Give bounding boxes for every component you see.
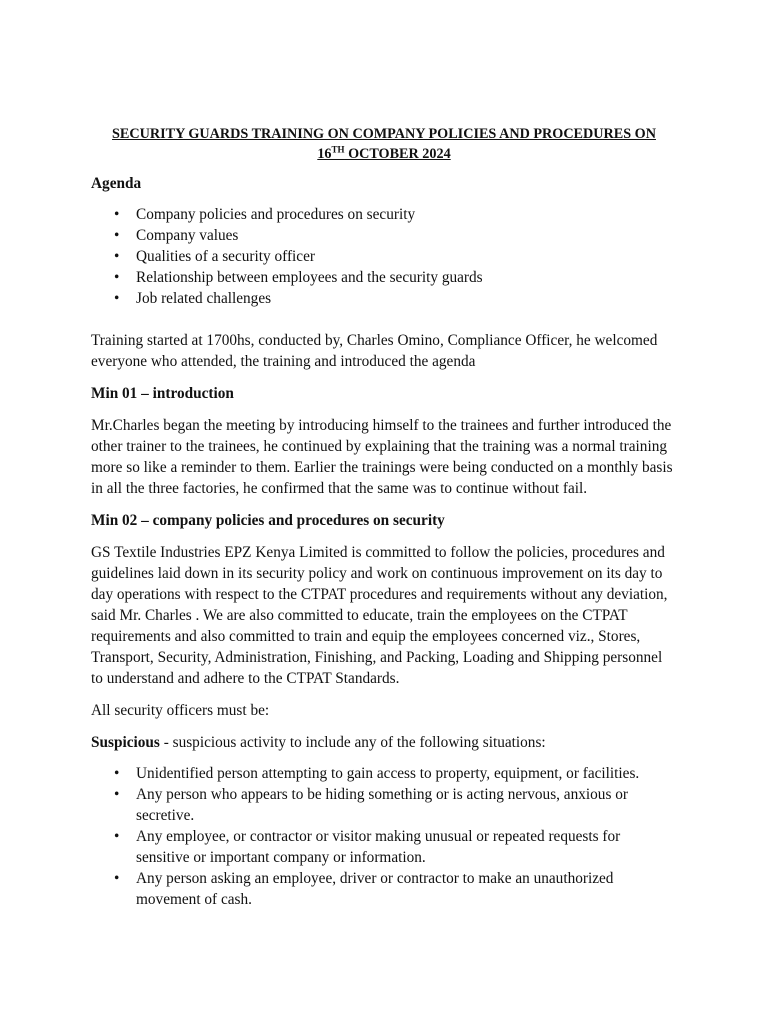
suspicious-paragraph xyxy=(91,732,677,753)
title-date-rest: OCTOBER 2024 xyxy=(344,146,451,162)
suspicious-text: - suspicious activity to include any of the following situations: xyxy=(159,734,546,751)
list-item: • Job related challenges xyxy=(136,288,677,309)
min02-heading: Min 02 – company policies and procedures on security xyxy=(91,512,445,529)
list-item: • Any person who appears to be hiding something or is acting nervous, anxious or secretive. xyxy=(136,784,677,826)
list-item: • Qualities of a security officer xyxy=(136,246,677,267)
list-item: • Unidentified person attempting to gain access to property, equipment, or facilities. xyxy=(136,763,677,784)
list-item: • Any employee, or contractor or visitor making unusual or repeated requests for sensitive or important company or information. xyxy=(136,826,677,868)
agenda-list xyxy=(91,204,677,309)
suspicious-label: Suspicious xyxy=(91,734,160,751)
list-item: • Any person asking an employee, driver or contractor to make an unauthorized movement of cash. xyxy=(136,868,677,910)
officers-line: All security officers must be: xyxy=(91,702,270,719)
min02-paragraph: GS Textile Industries EPZ Kenya Limited is committed to follow the policies, procedures and guidelines laid down in its security policy and work on continuous improvement on its day to day operations with respect to the CTPAT procedures and requirements without any deviation, said Mr. Charles . We are also committed to educate, train the employees on the CTPAT requirements and also committed to train and equip the employees concerned viz., Stores, Transport, Security, Administration, Finishing, and Packing, Loading and Shipping personnel to understand and adhere to the CTPAT Standards. xyxy=(91,544,668,687)
title-line-1: SECURITY GUARDS TRAINING ON COMPANY POLICIES AND PROCEDURES ON xyxy=(112,126,656,142)
agenda-heading: Agenda xyxy=(91,175,142,192)
document-page xyxy=(91,124,677,910)
intro-paragraph: Training started at 1700hs, conducted by, Charles Omino, Compliance Officer, he welcomed everyone who attended, the training and introduced the agenda xyxy=(91,332,658,370)
list-item: • Company values xyxy=(136,225,677,246)
list-item: • Company policies and procedures on security xyxy=(136,204,677,225)
min01-heading: Min 01 – introduction xyxy=(91,385,234,402)
list-item: • Relationship between employees and the security guards xyxy=(136,267,677,288)
min01-paragraph: Mr.Charles began the meeting by introducing himself to the trainees and further introduced the other trainer to the trainees, he continued by explaining that the training was a normal training more so like a reminder to them. Earlier the trainings were being conducted on a monthly basis in all the three factories, he confirmed that the same was to continue without fail. xyxy=(91,417,673,497)
suspicious-list xyxy=(91,763,677,910)
title-date-day: 16 xyxy=(317,146,332,162)
document-title xyxy=(91,124,677,164)
title-date-suffix: TH xyxy=(331,144,345,155)
